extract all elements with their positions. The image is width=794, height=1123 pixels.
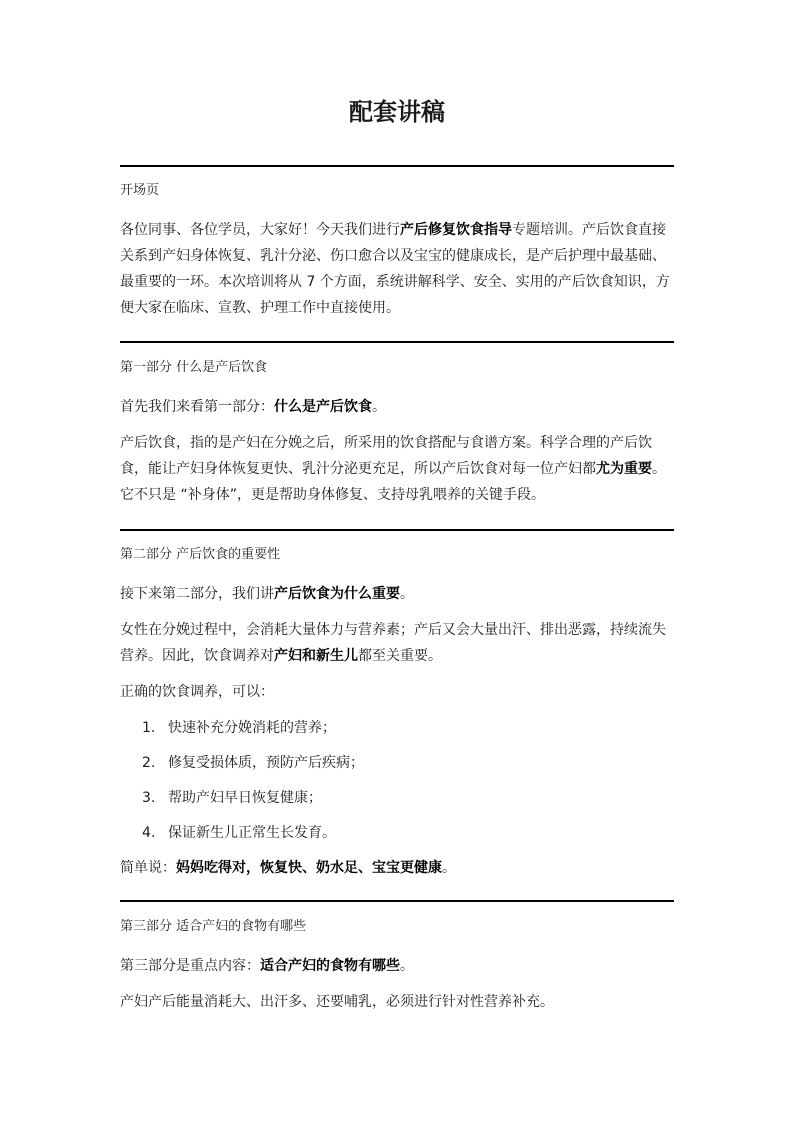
section-opening — [120, 181, 676, 331]
section-part2 — [120, 545, 676, 891]
section-heading: 第二部分 产后饮食的重要性 — [120, 547, 281, 562]
text-run: 接下来第二部分，我们讲 — [120, 586, 274, 602]
list-number: 3. — [142, 790, 156, 806]
list-item — [120, 715, 676, 741]
paragraph — [120, 617, 676, 669]
text-run: 。它不只是 “补身体”，更是帮助身体修复、支持母乳喂养的关键手段。 — [120, 461, 666, 503]
list-text: 修复受损体质，预防产后疾病； — [168, 755, 364, 771]
section-divider — [120, 529, 674, 531]
bold-text: 适合产妇的食物有哪些 — [260, 958, 400, 974]
section-divider — [120, 165, 674, 167]
section-heading: 第一部分 什么是产后饮食 — [120, 360, 268, 375]
text-run: 。 — [442, 860, 456, 876]
paragraph — [120, 430, 676, 508]
numbered-list — [120, 715, 676, 846]
text-run: 专题培训。产后饮食直接关系到产妇身体恢复、乳汁分泌、伤口愈合以及宝宝的健康成长，是产后护理中最基础、最重要的一环。本次培训将从 7 个方面，系统讲解科学、安全、实用的产后饮食知识，方便大家在临床、宣教、护理工作中直接使用。 — [120, 222, 670, 316]
paragraph — [120, 953, 676, 979]
page-title: 配套讲稿 — [349, 98, 445, 126]
text-run: 产后饮食，指的是产妇在分娩之后，所采用的饮食搭配与食谱方案。科学合理的产后饮食，能让产妇身体恢复更快、乳汁分泌更充足，所以产后饮食对每一位产妇都 — [120, 435, 652, 477]
text-run: 各位同事、各位学员，大家好！今天我们进行 — [120, 222, 400, 238]
list-item — [120, 785, 676, 811]
section-heading: 第三部分 适合产妇的食物有哪些 — [120, 919, 307, 934]
section-part3 — [120, 917, 676, 1025]
section-divider — [120, 900, 674, 902]
paragraph — [120, 217, 676, 321]
list-number: 1. — [142, 720, 156, 736]
list-item — [120, 820, 676, 846]
text-run: 第三部分是重点内容： — [120, 958, 260, 974]
bold-text: 产后饮食为什么重要 — [274, 586, 400, 602]
paragraph: 产妇产后能量消耗大、出汗多、还要哺乳，必须进行针对性营养补充。 — [120, 994, 554, 1010]
bold-text: 尤为重要 — [596, 461, 652, 477]
paragraph: 正确的饮食调养，可以： — [120, 684, 274, 700]
text-run: 。 — [372, 399, 386, 415]
list-number: 2. — [142, 755, 156, 771]
bold-text: 妈妈吃得对，恢复快、奶水足、宝宝更健康 — [176, 860, 442, 876]
text-run: 。 — [400, 586, 414, 602]
text-run: 女性在分娩过程中，会消耗大量体力与营养素；产后又会大量出汗、排出恶露，持续流失营养。因此，饮食调养对 — [120, 622, 666, 664]
text-run: 。 — [400, 958, 414, 974]
paragraph — [120, 855, 676, 881]
text-run: 简单说： — [120, 860, 176, 876]
list-item — [120, 750, 676, 776]
list-text: 保证新生儿正常生长发育。 — [168, 825, 336, 841]
list-number: 4. — [142, 825, 156, 841]
list-text: 帮助产妇早日恢复健康； — [168, 790, 322, 806]
section-part1 — [120, 358, 676, 518]
list-text: 快速补充分娩消耗的营养； — [168, 720, 336, 736]
paragraph — [120, 581, 676, 607]
bold-text: 什么是产后饮食 — [274, 399, 372, 415]
section-heading: 开场页 — [120, 183, 160, 198]
bold-text: 产妇和新生儿 — [274, 648, 358, 664]
bold-text: 产后修复饮食指导 — [400, 222, 512, 238]
paragraph — [120, 394, 676, 420]
section-divider — [120, 341, 674, 343]
text-run: 首先我们来看第一部分： — [120, 399, 274, 415]
text-run: 都至关重要。 — [358, 648, 442, 664]
